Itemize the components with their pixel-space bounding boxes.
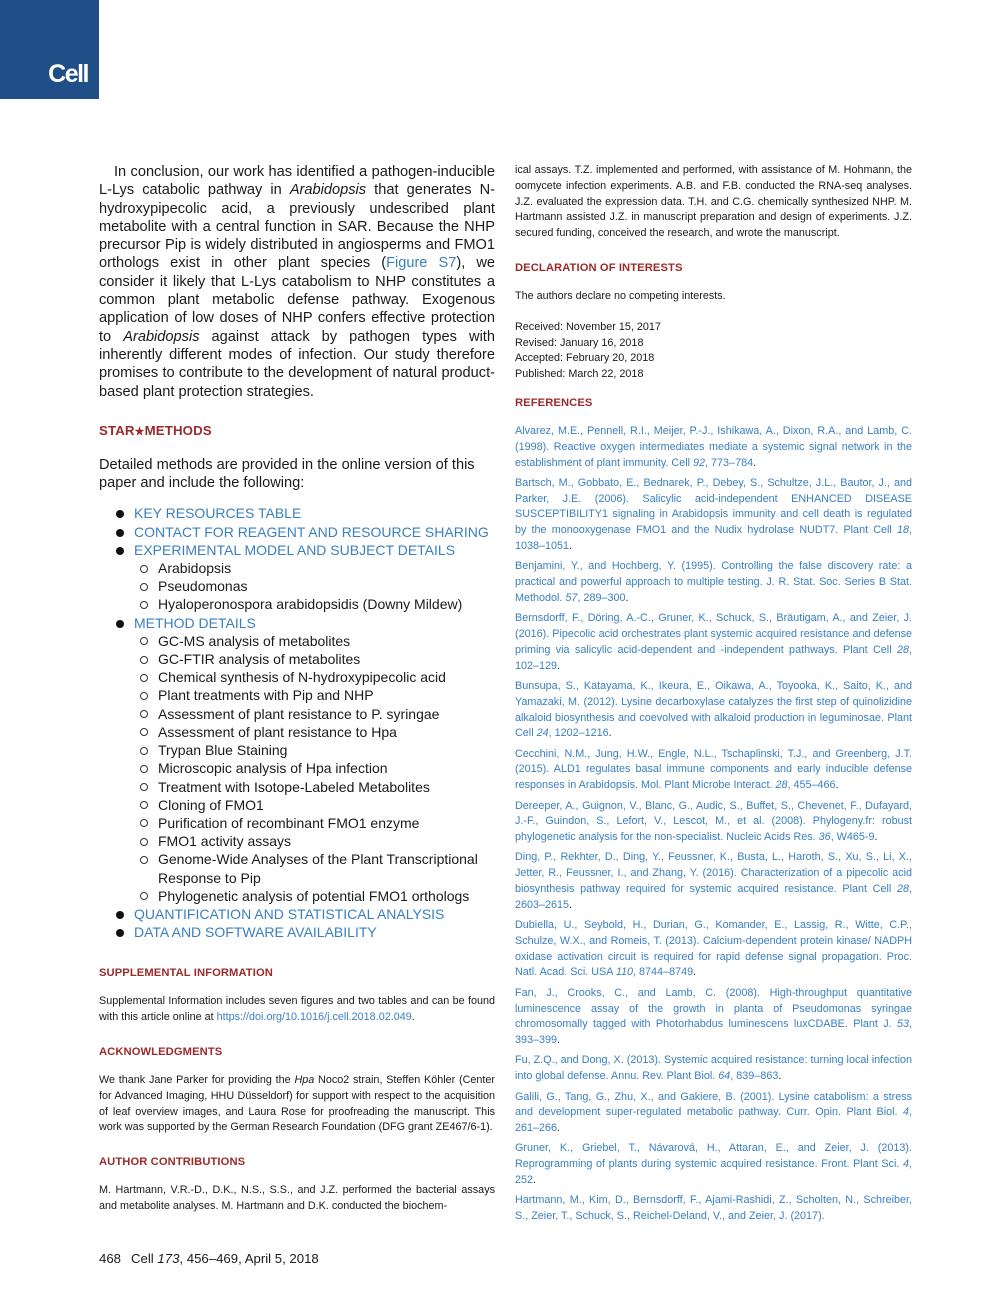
methods-subitem-label: Hyaloperonospora arabidopsidis (Downy Mildew) — [158, 596, 463, 613]
reference-end-period: . — [778, 1070, 782, 1083]
text: that generates N-hydroxypipecolic acid, a previously undescribed plant metabolite with a central function in SAR. Because the NHP precursor Pip is widely distributed in angiosperms and FMO1 orthologs exist in other plant species ( — [99, 182, 495, 272]
text: We thank Jane Parker for providing the — [99, 1073, 295, 1086]
reference-item[interactable] — [515, 1053, 912, 1085]
reference-text: Ding, P., Rekhter, D., Ding, Y., Feussner, K., Busta, L., Haroth, S., Xu, S., Li, X., Jetter, R., Feussner, I., and Zhang, Y. (2016). Characterization of a pipecolic acid biosynthesis pathway required for systemic acquired resistance. Plant Cell — [515, 851, 912, 895]
methods-subitem — [134, 832, 495, 850]
reference-end-period: . — [753, 456, 757, 469]
methods-section-link[interactable]: METHOD DETAILS — [134, 614, 256, 631]
reference-text: Galili, G., Tang, G., Zhu, X., and Gakiere, B. (2001). Lysine catabolism: a stress and development super-regulated metabolic pathway. Curr. Opin. Plant Biol. — [515, 1090, 912, 1119]
bullet-icon — [116, 929, 124, 937]
reference-item[interactable] — [515, 1141, 912, 1188]
reference-volume: 4 — [902, 1158, 909, 1171]
bullet-icon — [116, 547, 124, 555]
reference-end-period: . — [557, 1034, 561, 1047]
methods-subitem-label: Phylogenetic analysis of potential FMO1 orthologs — [158, 887, 470, 904]
star-methods-intro: Detailed methods are provided in the online version of this paper and include the following: — [99, 456, 475, 492]
circle-bullet-icon — [140, 692, 148, 700]
reference-end-period: . — [608, 727, 612, 740]
circle-bullet-icon — [140, 765, 148, 773]
methods-subitem-label: Trypan Blue Staining — [158, 742, 288, 759]
page-footer — [99, 1251, 319, 1266]
footer-journal: Cell — [131, 1251, 158, 1266]
methods-subitem-label: Assessment of plant resistance to P. syringae — [158, 705, 440, 722]
methods-item — [99, 541, 495, 614]
reference-pages: , 102–129 — [515, 643, 912, 672]
star-methods-heading — [99, 423, 495, 438]
reference-end-period: . — [569, 898, 573, 911]
text: ), we consider it likely that L-Lys catabolism to NHP constitutes a common plant metabolic defense pathway. Exogenous application of low doses of NHP confers effective protection to — [99, 255, 495, 345]
cell-logo: Cell — [48, 60, 88, 88]
methods-subitem-label: Cloning of FMO1 — [158, 796, 264, 813]
reference-text: Dereeper, A., Guignon, V., Blanc, G., Audic, S., Buffet, S., Chevenet, F., Dufayard, J.-F., Guindon, S., Lefort, V., Lescot, M., et al. (2008). Phylogeny.fr: robust phylogenetic analysis for the non-specialist. Nucleic Acids Res. — [515, 799, 912, 844]
reference-pages: , 455–466 — [787, 779, 836, 792]
star-icon: ★ — [134, 425, 145, 438]
reference-volume: 57 — [565, 591, 578, 604]
methods-list — [99, 504, 495, 941]
reference-volume: 92 — [693, 456, 706, 469]
reference-item[interactable] — [515, 850, 912, 913]
reference-text: Benjamini, Y., and Hochberg, Y. (1995). Controlling the false discovery rate: a practical and powerful approach to multiple testing. J. R. Stat. Soc. Series B Stat. Methodol. — [515, 560, 912, 604]
methods-subitem — [134, 650, 495, 668]
methods-subitem — [134, 814, 495, 832]
reference-pages: , 252 — [515, 1158, 912, 1187]
methods-subitem-label: Genome-Wide Analyses of the Plant Transcriptional Response to Pip — [158, 851, 478, 886]
doi-link[interactable]: https://doi.org/10.1016/j.cell.2018.02.049 — [216, 1011, 412, 1024]
text: Supplemental Information includes seven figures and two tables and can be found with this article online at — [99, 995, 495, 1024]
text: In conclusion, our work has identified a pathogen-inducible L-Lys catabolic pathway in — [99, 164, 495, 199]
reference-volume: 53 — [896, 1018, 909, 1031]
reference-volume: 28 — [775, 779, 788, 792]
reference-text: Alvarez, M.E., Pennell, R.I., Meijer, P.-J., Ishikawa, A., Dixon, R.A., and Lamb, C. (1998). Reactive oxygen intermediates mediate a systemic signal network in the establishment of plant immunity. Cell — [515, 424, 912, 469]
reference-text: Fu, Z.Q., and Dong, X. (2013). Systemic acquired resistance: turning local infection into global defense. Annu. Rev. Plant Biol. — [515, 1054, 912, 1083]
methods-subitem-label: Arabidopsis — [158, 560, 232, 577]
reference-pages: , 8744–8749 — [633, 966, 694, 979]
circle-bullet-icon — [140, 819, 148, 827]
revised-date: Revised: January 16, 2018 — [515, 336, 644, 349]
left-column — [99, 163, 495, 1215]
methods-subitem-label: Plant treatments with Pip and NHP — [158, 687, 374, 704]
reference-item[interactable] — [515, 799, 912, 846]
declaration-text: The authors declare no competing interests. — [515, 289, 726, 302]
supplemental-heading: SUPPLEMENTAL INFORMATION — [99, 967, 273, 980]
heading-text: STAR — [99, 422, 135, 438]
methods-section-link[interactable]: CONTACT FOR REAGENT AND RESOURCE SHARING — [134, 523, 489, 540]
reference-end-period: . — [835, 779, 839, 792]
reference-pages: , W465-9 — [830, 831, 875, 844]
reference-text: Bunsupa, S., Katayama, K., Ikeura, E., Oikawa, A., Toyooka, K., Saito, K., and Yamazaki, M. (2012). Lysine decarboxylase catalyzes the first step of quinolizidine alkaloid biosynthesis and coevolved with alkaloid production in leguminosae. Plant Cell — [515, 679, 912, 740]
methods-subitem-label: Assessment of plant resistance to Hpa — [158, 723, 397, 740]
reference-end-period: . — [874, 831, 878, 844]
bullet-icon — [116, 510, 124, 518]
reference-item[interactable] — [515, 1090, 912, 1137]
circle-bullet-icon — [140, 856, 148, 864]
author-contributions-heading: AUTHOR CONTRIBUTIONS — [99, 1156, 246, 1169]
text: . — [411, 1011, 415, 1024]
methods-section-link[interactable]: KEY RESOURCES TABLE — [134, 505, 302, 522]
published-date: Published: March 22, 2018 — [515, 368, 644, 381]
methods-subitem-label: Microscopic analysis of Hpa infection — [158, 760, 388, 777]
heading-text: METHODS — [144, 422, 212, 438]
reference-volume: 64 — [718, 1070, 731, 1083]
methods-section-link[interactable]: QUANTIFICATION AND STATISTICAL ANALYSIS — [134, 905, 445, 922]
reference-end-period: . — [557, 1122, 561, 1135]
bullet-icon — [116, 529, 124, 537]
methods-subitem-label: Treatment with Isotope-Labeled Metabolites — [158, 778, 430, 795]
reference-pages: , 773–784 — [705, 456, 754, 469]
reference-volume: 36 — [818, 831, 831, 844]
references-heading: REFERENCES — [515, 396, 593, 409]
italic-species: Arabidopsis — [289, 182, 367, 199]
reference-end-period: . — [693, 966, 697, 979]
methods-subitem — [134, 741, 495, 759]
circle-bullet-icon — [140, 838, 148, 846]
reference-text: Gruner, K., Griebel, T., Návarová, H., Attaran, E., and Zeier, J. (2013). Reprogramming of plants during systemic acquired resistance. Front. Plant Sci. — [515, 1142, 912, 1171]
methods-item — [99, 905, 495, 923]
reference-pages: , 2603–2615 — [515, 882, 912, 911]
circle-bullet-icon — [140, 747, 148, 755]
methods-subitem — [134, 632, 495, 650]
methods-subitem — [134, 559, 495, 577]
methods-section-link[interactable]: EXPERIMENTAL MODEL AND SUBJECT DETAILS — [134, 541, 456, 558]
footer-volume: 173 — [157, 1251, 180, 1266]
dates-block — [515, 320, 912, 383]
reference-pages: , 1202–1216 — [548, 727, 609, 740]
circle-bullet-icon — [140, 728, 148, 736]
reference-item[interactable] — [515, 1193, 912, 1225]
methods-subitem-label: Pseudomonas — [158, 578, 248, 595]
declaration-heading: DECLARATION OF INTERESTS — [515, 261, 683, 274]
methods-subitem — [134, 705, 495, 723]
methods-section-link[interactable]: DATA AND SOFTWARE AVAILABILITY — [134, 924, 377, 941]
methods-subitem — [134, 887, 495, 905]
methods-item — [99, 923, 495, 941]
reference-text: Bartsch, M., Gobbato, E., Bednarek, P., Debey, S., Schultze, J.L., Bautor, J., and Parker, J.E. (2006). Salicylic acid-independent ENHANCED DISEASE SUSCEPTIBILITY1 signaling in Arabidopsis immunity and cell death is regulated by the monooxygenase FMO1 and the Nudix hydrolase NUDT7. Plant Cell — [515, 476, 912, 537]
reference-item[interactable] — [515, 476, 912, 555]
reference-item[interactable] — [515, 679, 912, 742]
methods-subitem-label: GC-FTIR analysis of metabolites — [158, 651, 361, 668]
methods-item — [99, 504, 495, 522]
reference-volume: 4 — [902, 1106, 909, 1119]
text: against attack by pathogen types with inherently different modes of infection. Our study therefore promises to contribute to the development of natural product-based plant protection strategies. — [99, 328, 495, 400]
received-date: Received: November 15, 2017 — [515, 320, 661, 333]
methods-subitem — [134, 577, 495, 595]
methods-subitem-label: Purification of recombinant FMO1 enzyme — [158, 814, 420, 831]
methods-subitem — [134, 668, 495, 686]
circle-bullet-icon — [140, 637, 148, 645]
reference-end-period: . — [625, 591, 629, 604]
methods-subitem — [134, 850, 495, 886]
reference-volume: 110 — [615, 966, 634, 979]
figure-s7-link[interactable]: Figure S7 — [386, 255, 457, 272]
reference-end-period: . — [569, 540, 573, 553]
author-contributions-text-right: ical assays. T.Z. implemented and performed, with assistance of M. Hohmann, the oomycete infection experiments. A.B. and F.B. conducted the RNA-seq analyses. J.Z. evaluated the expression data. T.H. and C.G. chemically synthesized NHP. M. Hartmann assisted J.Z. in manuscript preparation and design of experiments. J.Z. secured funding, conceived the research, and wrote the manuscript. — [515, 164, 912, 240]
journal-logo-box — [0, 0, 99, 99]
methods-subitem — [134, 778, 495, 796]
reference-item[interactable] — [515, 559, 912, 606]
circle-bullet-icon — [140, 656, 148, 664]
circle-bullet-icon — [140, 892, 148, 900]
reference-item[interactable] — [515, 747, 912, 794]
reference-volume: 24 — [536, 727, 549, 740]
methods-subitem-label: GC-MS analysis of metabolites — [158, 632, 351, 649]
reference-text: Bernsdorff, F., Döring, A.-C., Gruner, K., Schuck, S., Bräutigam, A., and Zeier, J. (2016). Pipecolic acid orchestrates plant systemic acquired resistance and defense priming via salicylic acid-dependent and -independent pathways. Plant Cell — [515, 612, 912, 656]
reference-pages: , 393–399 — [515, 1018, 912, 1047]
bullet-icon — [116, 620, 124, 628]
references-list — [515, 424, 912, 1225]
page-number: 468 — [99, 1251, 122, 1266]
circle-bullet-icon — [140, 674, 148, 682]
methods-subitem — [134, 686, 495, 704]
reference-item[interactable] — [515, 986, 912, 1049]
accepted-date: Accepted: February 20, 2018 — [515, 352, 655, 365]
circle-bullet-icon — [140, 583, 148, 591]
reference-item[interactable] — [515, 611, 912, 674]
methods-item — [99, 523, 495, 541]
methods-subitem — [134, 759, 495, 777]
circle-bullet-icon — [140, 710, 148, 718]
supplemental-text — [99, 994, 495, 1026]
acknowledgments-text — [99, 1073, 495, 1136]
reference-text: Dubiella, U., Seybold, H., Durian, G., Komander, E., Lassig, R., Witte, C.P., Schulze, W.X., and Romeis, T. (2013). Calcium-dependent protein kinase/ NADPH oxidase activation circuit is required for rapid defense signal propagation. Proc. Natl. Acad. Sci. USA — [515, 919, 912, 979]
right-column — [515, 163, 912, 1229]
methods-sublist — [134, 559, 495, 614]
italic-species: Arabidopsis — [123, 328, 200, 345]
reference-text: Hartmann, M., Kim, D., Bernsdorff, F., Ajami-Rashidi, Z., Scholten, N., Schreiber, S., Zeier, T., Schuck, S., Reichel-Deland, V., and Zeier, J. (2017). — [515, 1194, 912, 1223]
bullet-icon — [116, 911, 124, 919]
methods-subitem — [134, 796, 495, 814]
text: Noco2 strain, Steffen Köhler (Center for Advanced Imaging, HHU Düsseldorf) for support with respect to the acquisition of leaf overview images, and Laura Rose for proofreading the manuscript. This work was supported by the German Research Foundation (DFG grant ZE467/6-1). — [99, 1073, 495, 1134]
reference-pages: , 261–266 — [515, 1106, 912, 1135]
reference-text: Cecchini, N.M., Jung, H.W., Engle, N.L., Tschaplinski, T.J., and Greenberg, J.T. (2015). ALD1 regulates basal immune components and early inducible defense responses in Arabidopsis. Mol. Plant Microbe Interact. — [515, 747, 912, 792]
conclusion-paragraph — [99, 163, 495, 401]
reference-end-period: . — [533, 1174, 537, 1187]
reference-item[interactable] — [515, 424, 912, 471]
reference-pages: , 839–863 — [730, 1070, 779, 1083]
reference-pages: , 1038–1051 — [515, 524, 912, 553]
footer-citation: , 456–469, April 5, 2018 — [179, 1251, 319, 1266]
reference-volume: 28 — [896, 882, 909, 895]
methods-subitem-label: FMO1 activity assays — [158, 833, 292, 850]
methods-subitem — [134, 595, 495, 613]
circle-bullet-icon — [140, 783, 148, 791]
reference-text: Fan, J., Crooks, C., and Lamb, C. (2008). High-throughput quantitative luminescence assay of the growth in planta of Pseudomonas syringae chromosomally tagged with Photorhabdus luminescens luxCDABE. Plant J. — [515, 986, 912, 1031]
italic-text: Hpa — [294, 1073, 315, 1086]
methods-subitem — [134, 723, 495, 741]
reference-end-period: . — [557, 659, 561, 672]
author-contributions-text-left: M. Hartmann, V.R.-D., D.K., N.S., S.S., and J.Z. performed the bacterial assays and metabolite analyses. M. Hartmann and D.K. conducted the biochem- — [99, 1184, 495, 1212]
methods-sublist — [134, 632, 495, 905]
reference-volume: 18 — [896, 524, 909, 537]
reference-pages: , 289–300 — [577, 591, 626, 604]
methods-item — [99, 614, 495, 905]
reference-item[interactable] — [515, 918, 912, 981]
methods-subitem-label: Chemical synthesis of N-hydroxypipecolic acid — [158, 669, 446, 686]
circle-bullet-icon — [140, 801, 148, 809]
reference-volume: 28 — [896, 643, 909, 656]
circle-bullet-icon — [140, 601, 148, 609]
circle-bullet-icon — [140, 565, 148, 573]
acknowledgments-heading: ACKNOWLEDGMENTS — [99, 1045, 223, 1058]
